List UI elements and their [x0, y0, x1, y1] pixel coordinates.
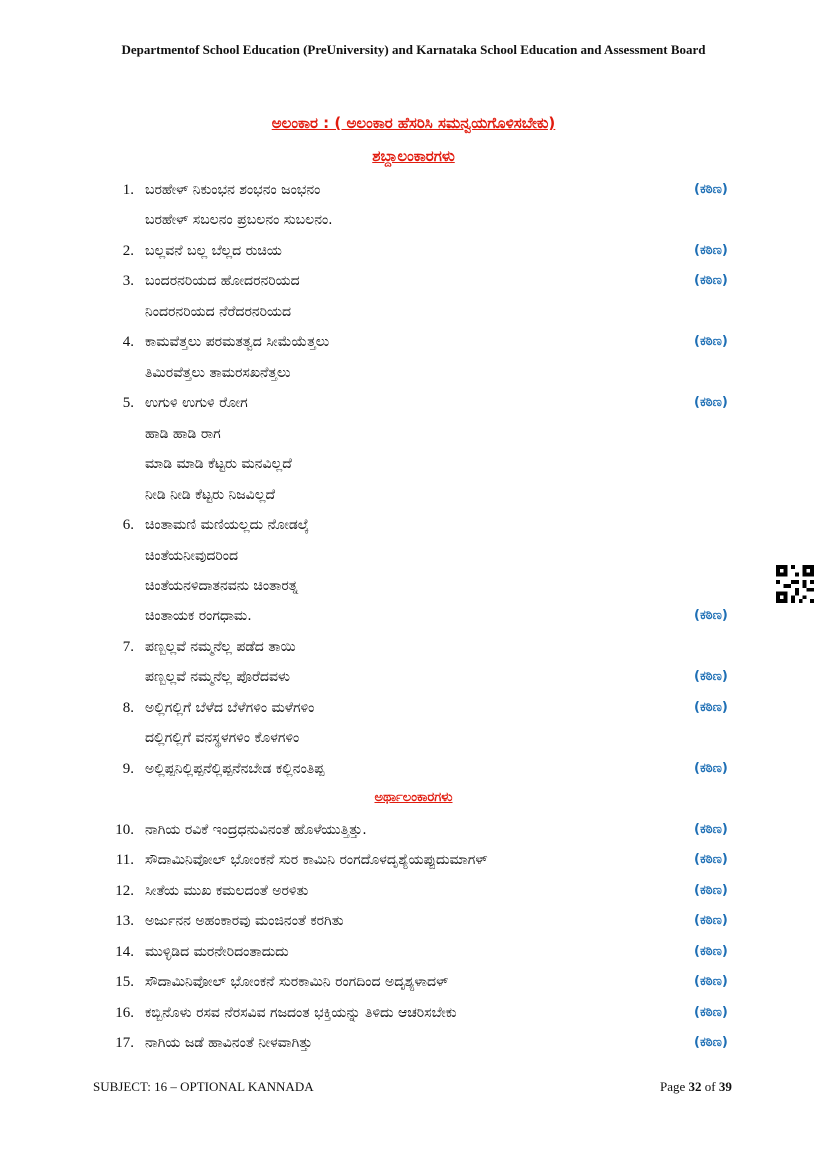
item-text: ಬರಹೇಳ್ ಸಬಲನಂ ಪ್ರಬಲನಂ ಸುಬಲನಂ.: [145, 212, 333, 228]
item-text: ಪಣ್ಬಲ್ಲವೆ ನಮ್ಮನೆಲ್ಲ ಪಡೆದ ತಾಯಿ: [145, 639, 296, 655]
list-item: [0, 300, 827, 324]
difficulty-tag: (ಕಠಿಣ): [694, 822, 728, 837]
item-text: ಚಿಂತಾಮಣಿ ಮಣಿಯಲ್ಲದು ನೋಡಲ್ಕೆ: [145, 517, 309, 533]
qr-code-icon: [776, 565, 814, 603]
list-item: [0, 239, 827, 263]
item-number: 16.: [115, 1005, 134, 1021]
list-item: [0, 452, 827, 476]
difficulty-tag: (ಕಠಿಣ): [694, 334, 728, 349]
list-item: [0, 940, 827, 964]
item-text: ನಾಗಿಯ ಜಡೆ ಹಾವಿನಂತೆ ನೀಳವಾಗಿತ್ತು: [145, 1035, 313, 1051]
item-number: 11.: [115, 852, 134, 868]
list-item: [0, 391, 827, 415]
page-of-label: of: [704, 1079, 716, 1094]
list-item: [0, 848, 827, 872]
item-text: ಬಲ್ಲವನೆ ಬಲ್ಲ ಬೆಲ್ಲದ ರುಚಿಯ: [145, 243, 282, 259]
list-item: [0, 970, 827, 994]
item-text: ಅರ್ಜುನನ ಅಹಂಕಾರವು ಮಂಜಿನಂತೆ ಕರಗಿತು: [145, 913, 344, 929]
list-item: [0, 879, 827, 903]
list-item: [0, 330, 827, 354]
item-text: ಸೀತೆಯ ಮುಖ ಕಮಲದಂತೆ ಅರಳಿತು: [145, 883, 309, 899]
list-item: [0, 635, 827, 659]
item-text: ಬರಹೇಳ್ ನಿಕುಂಭನ ಶಂಭನಂ ಜಂಭನಂ: [145, 182, 321, 198]
item-text: ನಾಗಿಯ ರವಿಕೆ ಇಂದ್ರಧನುವಿನಂತೆ ಹೊಳೆಯುತ್ತಿತ್ತು.: [145, 822, 367, 838]
item-text: ಸೌದಾಮಿನಿವೋಲ್ ಭೋಂಕನೆ ಸುರಕಾಮಿನಿ ರಂಗದಿಂದ ಅದೃಶ್ಯಳಾದಳ್: [145, 974, 449, 990]
item-text: ಕಬ್ಬಿನೊಳು ರಸವ ನೆರಸವಿವ ಗಜದಂತ ಭಕ್ತಿಯನ್ನು ತಿಳಿದು ಆಚರಿಸಬೇಕು: [145, 1005, 457, 1021]
item-text: ದಲ್ಲಿಗಲ್ಲಿಗೆ ವನಸ್ಥಳಗಳಿಂ ಕೊಳಗಳಿಂ: [145, 730, 300, 746]
page-current: 32: [688, 1079, 702, 1094]
item-text: ಬಂದರನರಿಯದ ಹೋದರನರಿಯದ: [145, 273, 300, 289]
item-number: 17.: [115, 1035, 134, 1051]
item-text: ಅಲ್ಲಿಪ್ಪನಿಲ್ಲಿಪ್ಪನೆಲ್ಲಿಪ್ಪನೆನಬೇಡ ಕಲ್ಲಿನಂತಿಪ್ಪ: [145, 761, 325, 777]
item-text: ಕಾಮವೆತ್ತಲು ಪರಮತತ್ವದ ಸೀಮೆಯೆತ್ತಲು: [145, 334, 330, 350]
page-title: ಅಲಂಕಾರ : ( ಅಲಂಕಾರ ಹೆಸರಿಸಿ ಸಮನ್ವಯಗೊಳಿಸಬೇಕು): [271, 114, 556, 132]
item-text: ಮುಳ್ಳಿಡಿದ ಮರನೇರಿದಂತಾದುದು: [145, 944, 289, 960]
item-number: 3.: [122, 273, 134, 289]
list-item: [0, 208, 827, 232]
difficulty-tag: (ಕಠಿಣ): [694, 761, 728, 776]
difficulty-tag: (ಕಠಿಣ): [694, 1035, 728, 1050]
difficulty-tag: (ಕಠಿಣ): [694, 1005, 728, 1020]
difficulty-tag: (ಕಠಿಣ): [694, 182, 728, 197]
list-item: [0, 483, 827, 507]
list-item: [0, 726, 827, 750]
list-item: [0, 574, 827, 598]
difficulty-tag: (ಕಠಿಣ): [694, 608, 728, 623]
difficulty-tag: (ಕಠಿಣ): [694, 669, 728, 684]
item-number: 7.: [122, 639, 134, 655]
list-item: [0, 269, 827, 293]
item-number: 2.: [122, 243, 134, 259]
page-total: 39: [718, 1079, 732, 1094]
list-item: [0, 757, 827, 781]
item-number: 12.: [115, 883, 134, 899]
item-number: 10.: [115, 822, 134, 838]
list-item: [0, 544, 827, 568]
item-text: ಉಗುಳಿ ಉಗುಳಿ ರೋಗ: [145, 395, 248, 411]
item-number: 8.: [122, 700, 134, 716]
list-item: [0, 1031, 827, 1055]
difficulty-tag: (ಕಠಿಣ): [694, 243, 728, 258]
list-item: [0, 361, 827, 385]
item-text: ಚಿಂತೆಯನೀವುದರಿಂದ: [145, 548, 239, 564]
difficulty-tag: (ಕಠಿಣ): [694, 913, 728, 928]
item-text: ಚಿಂತೆಯನಳಿದಾತನವನು ಚಿಂತಾರತ್ನ: [145, 578, 299, 594]
item-text: ಹಾಡಿ ಹಾಡಿ ರಾಗ: [145, 426, 221, 442]
item-number: 1.: [122, 182, 134, 198]
difficulty-tag: (ಕಠಿಣ): [694, 852, 728, 867]
item-text: ಪಣ್ಬಲ್ಲವೆ ನಮ್ಮನೆಲ್ಲ ಪೊರೆದವಳು: [145, 669, 291, 685]
page-label: Page: [660, 1079, 686, 1094]
list-item: [0, 422, 827, 446]
item-text: ಅಲ್ಲಿಗಲ್ಲಿಗೆ ಬೆಳೆದ ಬೆಳೆಗಳಿಂ ಮಳೆಗಳಿಂ: [145, 700, 315, 716]
item-text: ನಿಂದರನರಿಯದ ನೆರೆದರನರಿಯದ: [145, 304, 292, 320]
item-number: 13.: [115, 913, 134, 929]
footer-page-number: [660, 1079, 732, 1095]
item-number: 15.: [115, 974, 134, 990]
difficulty-tag: (ಕಠಿಣ): [694, 273, 728, 288]
page-header: Departmentof School Education (PreUniversity) and Karnataka School Education and Assessment Board: [121, 42, 706, 57]
item-number: 14.: [115, 944, 134, 960]
difficulty-tag: (ಕಠಿಣ): [694, 883, 728, 898]
difficulty-tag: (ಕಠಿಣ): [694, 395, 728, 410]
list-item: [0, 513, 827, 537]
list-item: [0, 665, 827, 689]
item-number: 4.: [122, 334, 134, 350]
item-text: ಚಿಂತಾಯಕ ರಂಗಧಾಮ.: [145, 608, 252, 624]
item-number: 5.: [122, 395, 134, 411]
section-heading-arthalankara: ಅರ್ಥಾಲಂಕಾರಗಳು: [374, 790, 453, 805]
section-heading-shabdalankara: ಶಬ್ದಾಲಂಕಾರಗಳು: [372, 147, 455, 165]
item-number: 6.: [122, 517, 134, 533]
list-item: [0, 1001, 827, 1025]
item-text: ನೀಡಿ ನೀಡಿ ಕೆಟ್ಟರು ನಿಜವಿಲ್ಲದೆ: [145, 487, 276, 503]
difficulty-tag: (ಕಠಿಣ): [694, 974, 728, 989]
item-text: ಸೌದಾಮಿನಿವೋಲ್ ಭೋಂಕನೆ ಸುರ ಕಾಮಿನಿ ರಂಗದೊಳದೃಶ್ಯೆಯಪ್ಪುದುಮಾಗಳ್: [145, 852, 488, 868]
list-item: [0, 909, 827, 933]
list-item: [0, 604, 827, 628]
list-item: [0, 818, 827, 842]
difficulty-tag: (ಕಠಿಣ): [694, 700, 728, 715]
footer-subject: SUBJECT: 16 – OPTIONAL KANNADA: [93, 1079, 314, 1094]
difficulty-tag: (ಕಠಿಣ): [694, 944, 728, 959]
list-item: [0, 178, 827, 202]
item-text: ತಿಮಿರವೆತ್ತಲು ತಾಮರಸಖನೆತ್ತಲು: [145, 365, 291, 381]
item-text: ಮಾಡಿ ಮಾಡಿ ಕೆಟ್ಟರು ಮನವಿಲ್ಲದೆ: [145, 456, 292, 472]
list-item: [0, 696, 827, 720]
item-number: 9.: [122, 761, 134, 777]
